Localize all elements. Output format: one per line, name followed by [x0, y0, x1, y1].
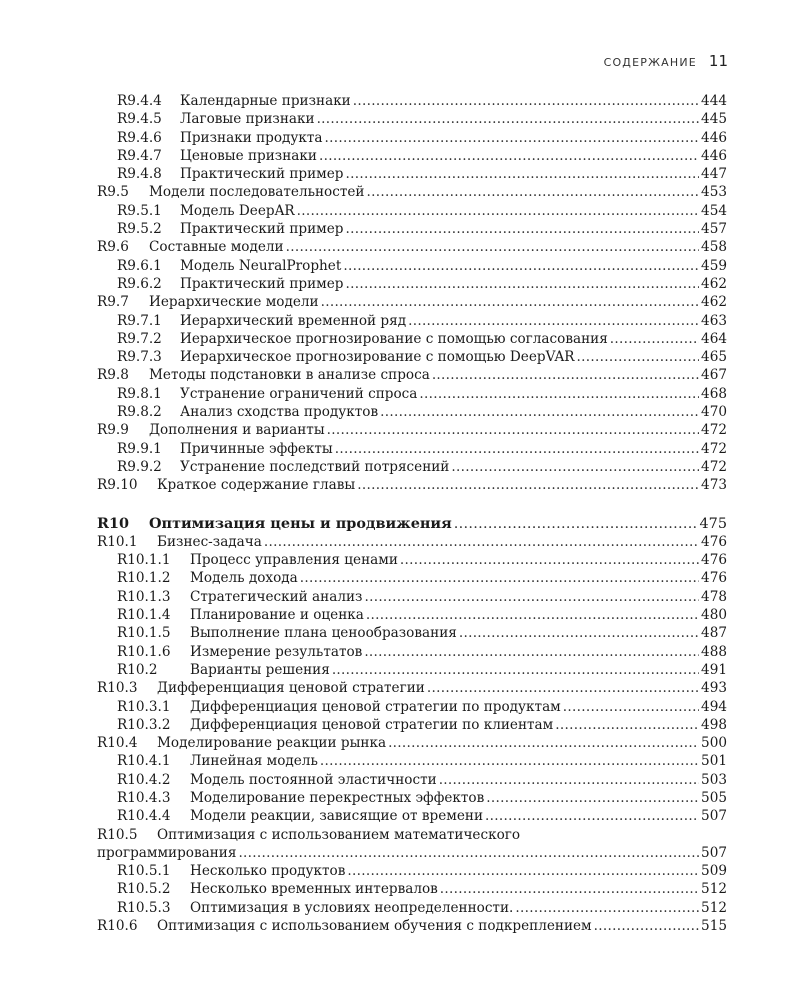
- dot-leader: [353, 92, 699, 110]
- dot-leader: [357, 476, 699, 494]
- toc-entry-number: R10.4.2: [117, 771, 171, 788]
- toc-chapter[interactable]: [97, 515, 727, 533]
- toc-entry-title: Оптимизация в условиях неопределенности.: [190, 899, 514, 916]
- toc-entry-number: R9.4.6: [117, 129, 162, 146]
- toc-entry-title: Модель NeuralProphet: [180, 257, 342, 274]
- toc-entry-title: Модель постоянной эластичности: [190, 771, 437, 788]
- toc-entry-page: 472: [701, 458, 727, 475]
- dot-leader: [400, 551, 699, 569]
- toc-entry-page: 493: [701, 680, 727, 697]
- toc-entry-title: Календарные признаки: [180, 93, 351, 109]
- toc-entry[interactable]: [97, 110, 727, 128]
- dot-leader: [563, 698, 699, 716]
- toc-entry[interactable]: [97, 606, 727, 624]
- toc-entry-title: Устранение ограничений спроса: [180, 385, 418, 402]
- toc-entry-page: 472: [701, 422, 727, 439]
- toc-entry-page: 498: [701, 716, 727, 733]
- toc-entry-page: 459: [701, 257, 727, 274]
- toc-entry[interactable]: [97, 917, 727, 935]
- toc-entry[interactable]: [97, 807, 727, 825]
- dot-leader: [451, 458, 699, 476]
- toc-entry-title: Иерархические модели: [149, 294, 319, 311]
- toc-entry-number: R9.7: [97, 294, 129, 311]
- toc-entry[interactable]: [97, 129, 727, 147]
- toc-entry-page: 500: [701, 735, 727, 752]
- toc-entry-title: Лаговые признаки: [180, 111, 315, 128]
- toc-entry-number: R9.7.1: [117, 312, 162, 329]
- toc-entry[interactable]: [97, 275, 727, 293]
- toc-entry-number: R10.4.4: [117, 808, 171, 825]
- toc-entry-number: R10.1.2: [117, 570, 171, 587]
- toc-entry-page: 505: [701, 789, 727, 806]
- dot-leader: [439, 771, 699, 789]
- toc-entry-title: Дифференциация ценовой стратегии по клиентам: [190, 716, 554, 733]
- toc-entry-page: 447: [701, 166, 727, 183]
- toc-entry[interactable]: [97, 533, 727, 551]
- toc-entry[interactable]: [97, 220, 727, 238]
- table-of-contents: [97, 92, 727, 935]
- toc-entry-number: R10.3: [97, 680, 138, 697]
- toc-entry-title: Несколько продуктов: [190, 863, 346, 880]
- toc-entry-number: R9.6.2: [117, 275, 162, 292]
- dot-leader: [364, 588, 699, 606]
- toc-entry-page: 446: [701, 129, 727, 146]
- dot-leader: [327, 421, 699, 439]
- dot-leader: [366, 183, 699, 201]
- toc-entry-title: Краткое содержание главы: [157, 477, 356, 494]
- toc-entry[interactable]: [97, 643, 727, 661]
- toc-entry[interactable]: [97, 880, 727, 898]
- toc-entry-title: Анализ сходства продуктов: [180, 404, 379, 421]
- toc-entry-number: R9.4.4: [117, 93, 162, 109]
- toc-entry-title: Дополнения и варианты: [149, 422, 325, 439]
- toc-entry-page: 458: [701, 239, 727, 256]
- toc-entry[interactable]: [97, 661, 727, 679]
- toc-entry-page: 476: [701, 552, 727, 569]
- toc-entry-page: 494: [701, 698, 727, 715]
- dot-leader: [454, 515, 698, 533]
- toc-entry-title: Практический пример: [180, 166, 344, 183]
- dot-leader: [577, 348, 700, 366]
- toc-entry-page: 507: [701, 844, 727, 861]
- toc-entry[interactable]: [97, 771, 727, 789]
- toc-entry-number: R9.7.3: [117, 349, 162, 366]
- toc-entry-page: 515: [701, 918, 727, 935]
- toc-entry-title: Модели реакции, зависящие от времени: [190, 808, 484, 825]
- toc-entry[interactable]: [97, 752, 727, 770]
- toc-entry-page: 463: [701, 312, 727, 329]
- toc-entry-page: 476: [701, 533, 727, 550]
- page-number: 11: [708, 52, 728, 70]
- toc-chapter-page: 475: [699, 515, 727, 532]
- toc-entry-title: Практический пример: [180, 275, 344, 292]
- toc-entry[interactable]: [97, 440, 727, 458]
- toc-entry-page: 488: [701, 643, 727, 660]
- dot-leader: [380, 403, 699, 421]
- toc-entry-title: Модель дохода: [190, 570, 298, 587]
- toc-entry-page: 446: [701, 147, 727, 164]
- toc-entry[interactable]: [97, 734, 727, 752]
- toc-entry[interactable]: [97, 679, 727, 697]
- dot-leader: [335, 440, 699, 458]
- toc-entry-number: R9.4.7: [117, 147, 162, 164]
- dot-leader: [432, 366, 699, 384]
- toc-entry-number: R10.4: [97, 735, 138, 752]
- toc-entry[interactable]: [97, 257, 727, 275]
- toc-entry-title: Моделирование реакции рынка: [157, 735, 387, 752]
- toc-entry-page: 507: [701, 808, 727, 825]
- toc-entry[interactable]: [97, 716, 727, 734]
- toc-entry-page: 476: [701, 570, 727, 587]
- toc-entry-number: R10.5.3: [117, 899, 171, 916]
- toc-entry[interactable]: [97, 183, 727, 201]
- toc-entry-page: 462: [701, 275, 727, 292]
- toc-entry[interactable]: [97, 476, 727, 494]
- toc-entry-number: R10.3.1: [117, 698, 171, 715]
- toc-entry[interactable]: [97, 147, 727, 165]
- toc-entry-title: Оптимизация с использованием математического: [157, 826, 521, 843]
- toc-entry[interactable]: [97, 624, 727, 642]
- toc-entry-number: R10.6: [97, 918, 138, 935]
- dot-leader: [594, 917, 699, 935]
- toc-entry-title: Моделирование перекрестных эффектов: [190, 789, 485, 806]
- toc-entry-number: R10.1.3: [117, 588, 171, 605]
- dot-leader: [388, 734, 699, 752]
- toc-entry[interactable]: [97, 238, 727, 256]
- toc-entry[interactable]: [97, 403, 727, 421]
- toc-entry-page: 453: [701, 184, 727, 201]
- dot-leader: [459, 624, 699, 642]
- toc-entry[interactable]: [97, 421, 727, 439]
- toc-entry-number: R10.4.1: [117, 753, 171, 770]
- toc-entry-number: R10.5: [97, 826, 138, 843]
- toc-entry[interactable]: [97, 569, 727, 587]
- dot-leader: [345, 275, 699, 293]
- dot-leader: [297, 202, 699, 220]
- toc-entry-number: R9.5.2: [117, 221, 162, 238]
- dot-leader: [427, 679, 699, 697]
- dot-leader: [325, 129, 700, 147]
- toc-entry-title: Иерархический временной ряд: [180, 312, 407, 329]
- toc-entry-number: R10.1.1: [117, 552, 171, 569]
- toc-entry-number: R10.1: [97, 533, 138, 550]
- toc-entry-title: Дифференциация ценовой стратегии по продуктам: [190, 698, 561, 715]
- toc-entry-page: 503: [701, 771, 727, 788]
- toc-entry-title: Признаки продукта: [180, 129, 323, 146]
- toc-entry-number: R10.4.3: [117, 789, 171, 806]
- dot-leader: [238, 844, 699, 862]
- toc-entry-page: 468: [701, 385, 727, 402]
- toc-entry-number: R9.8.2: [117, 404, 162, 421]
- toc-entry-title: Линейная модель: [190, 753, 318, 770]
- toc-entry-page: 472: [701, 440, 727, 457]
- toc-entry-page: 454: [701, 202, 727, 219]
- dot-leader: [366, 606, 699, 624]
- toc-entry-title: Измерение результатов: [190, 643, 363, 660]
- running-header: [604, 52, 728, 70]
- toc-entry-title: Устранение последствий потрясений: [180, 458, 450, 475]
- toc-entry-number: R9.4.8: [117, 166, 162, 183]
- toc-chapter-number: R10: [97, 514, 129, 532]
- toc-entry-number: R9.6: [97, 239, 129, 256]
- toc-entry[interactable]: [97, 826, 727, 863]
- toc-entry-number: R9.5: [97, 184, 129, 201]
- toc-entry-page: 470: [701, 404, 727, 421]
- toc-entry-page: 509: [701, 863, 727, 880]
- toc-entry-title: Планирование и оценка: [190, 607, 364, 624]
- toc-entry-number: R9.9.1: [117, 440, 162, 457]
- dot-leader: [419, 385, 699, 403]
- toc-entry[interactable]: [97, 293, 727, 311]
- toc-entry-number: R10.1.6: [117, 643, 171, 660]
- dot-leader: [332, 661, 699, 679]
- toc-entry-title: Стратегический анализ: [190, 588, 363, 605]
- toc-entry[interactable]: [97, 165, 727, 183]
- toc-entry[interactable]: [97, 588, 727, 606]
- toc-entry[interactable]: [97, 458, 727, 476]
- dot-leader: [364, 643, 699, 661]
- toc-entry-number: R10.3.2: [117, 716, 171, 733]
- toc-entry-title: Практический пример: [180, 221, 344, 238]
- toc-entry-page: 487: [701, 625, 727, 642]
- toc-entry-title: Иерархическое прогнозирование с помощью согласования: [180, 330, 608, 347]
- toc-entry-number: R10.1.4: [117, 607, 171, 624]
- toc-entry-page: 462: [701, 294, 727, 311]
- toc-entry-number: R9.10: [97, 477, 138, 494]
- toc-entry[interactable]: [97, 789, 727, 807]
- dot-leader: [408, 312, 699, 330]
- toc-entry-number: R9.4.5: [117, 111, 162, 128]
- dot-leader: [345, 220, 699, 238]
- toc-entry-page: 464: [701, 330, 727, 347]
- toc-entry-page: 467: [701, 367, 727, 384]
- toc-entry-title: Выполнение плана ценообразования: [190, 625, 457, 642]
- toc-entry-number: R9.6.1: [117, 257, 162, 274]
- running-header-title: СОДЕРЖАНИЕ: [603, 56, 697, 69]
- toc-entry-number: R10.5.2: [117, 881, 171, 898]
- toc-entry[interactable]: [97, 312, 727, 330]
- toc-entry-title: Составные модели: [149, 239, 284, 256]
- toc-entry-number: R9.8: [97, 367, 129, 384]
- toc-entry-page: 465: [701, 349, 727, 366]
- toc-entry-number: R9.5.1: [117, 202, 162, 219]
- toc-entry[interactable]: [97, 92, 727, 110]
- dot-leader: [555, 716, 699, 734]
- toc-entry[interactable]: [97, 551, 727, 569]
- dot-leader: [319, 147, 699, 165]
- dot-leader: [317, 110, 699, 128]
- dot-leader: [343, 257, 699, 275]
- toc-entry-page: 512: [701, 899, 727, 916]
- toc-entry-title: Ценовые признаки: [180, 147, 317, 164]
- toc-entry-title: Процесс управления ценами: [190, 552, 398, 569]
- toc-chapter-title: Оптимизация цены и продвижения: [149, 514, 452, 532]
- toc-entry[interactable]: [97, 385, 727, 403]
- toc-entry-number: R9.9.2: [117, 458, 162, 475]
- toc-entry-title: Причинные эффекты: [180, 440, 333, 457]
- toc-entry-title: Иерархическое прогнозирование с помощью DeepVAR: [180, 349, 575, 366]
- dot-leader: [321, 293, 699, 311]
- toc-entry[interactable]: [97, 862, 727, 880]
- toc-entry[interactable]: [97, 348, 727, 366]
- dot-leader: [347, 862, 699, 880]
- toc-entry[interactable]: [97, 202, 727, 220]
- toc-entry-title: Оптимизация с использованием обучения с подкреплением: [157, 918, 592, 935]
- dot-leader: [440, 880, 699, 898]
- toc-entry-page: 445: [701, 111, 727, 128]
- toc-entry-number: R10.5.1: [117, 863, 171, 880]
- toc-entry-title: Модель DeepAR: [180, 202, 295, 219]
- dot-leader: [345, 165, 699, 183]
- toc-entry-page: 473: [701, 477, 727, 494]
- toc-entry-title: Дифференциация ценовой стратегии: [157, 680, 425, 697]
- dot-leader: [320, 752, 699, 770]
- toc-entry-number: R10.1.5: [117, 625, 171, 642]
- toc-entry-page: 478: [701, 588, 727, 605]
- dot-leader: [515, 899, 699, 917]
- toc-entry-number: R9.7.2: [117, 330, 162, 347]
- toc-entry-title: Модели последовательностей: [149, 184, 365, 201]
- toc-entry-page: 501: [701, 753, 727, 770]
- dot-leader: [300, 569, 699, 587]
- toc-entry-title: Бизнес-задача: [157, 533, 262, 550]
- dot-leader: [485, 807, 699, 825]
- toc-entry-page: 480: [701, 607, 727, 624]
- dot-leader: [486, 789, 699, 807]
- toc-entry-number: R9.8.1: [117, 385, 162, 402]
- dot-leader: [610, 330, 699, 348]
- dot-leader: [264, 533, 699, 551]
- toc-entry[interactable]: [97, 366, 727, 384]
- toc-entry-title: Несколько временных интервалов: [190, 881, 438, 898]
- toc-entry-page: 444: [701, 93, 727, 109]
- toc-entry-number: R9.9: [97, 422, 129, 439]
- toc-entry[interactable]: [97, 330, 727, 348]
- toc-entry-title: Варианты решения: [190, 661, 330, 678]
- toc-entry-page: 512: [701, 881, 727, 898]
- toc-entry[interactable]: [97, 698, 727, 716]
- toc-entry-number: R10.2: [117, 661, 158, 678]
- toc-entry-page: 457: [701, 221, 727, 238]
- toc-entry-title-continued: программирования: [97, 844, 237, 861]
- dot-leader: [286, 238, 699, 256]
- toc-entry-page: 491: [701, 661, 727, 678]
- toc-entry-title: Методы подстановки в анализе спроса: [149, 367, 430, 384]
- toc-entry[interactable]: [97, 899, 727, 917]
